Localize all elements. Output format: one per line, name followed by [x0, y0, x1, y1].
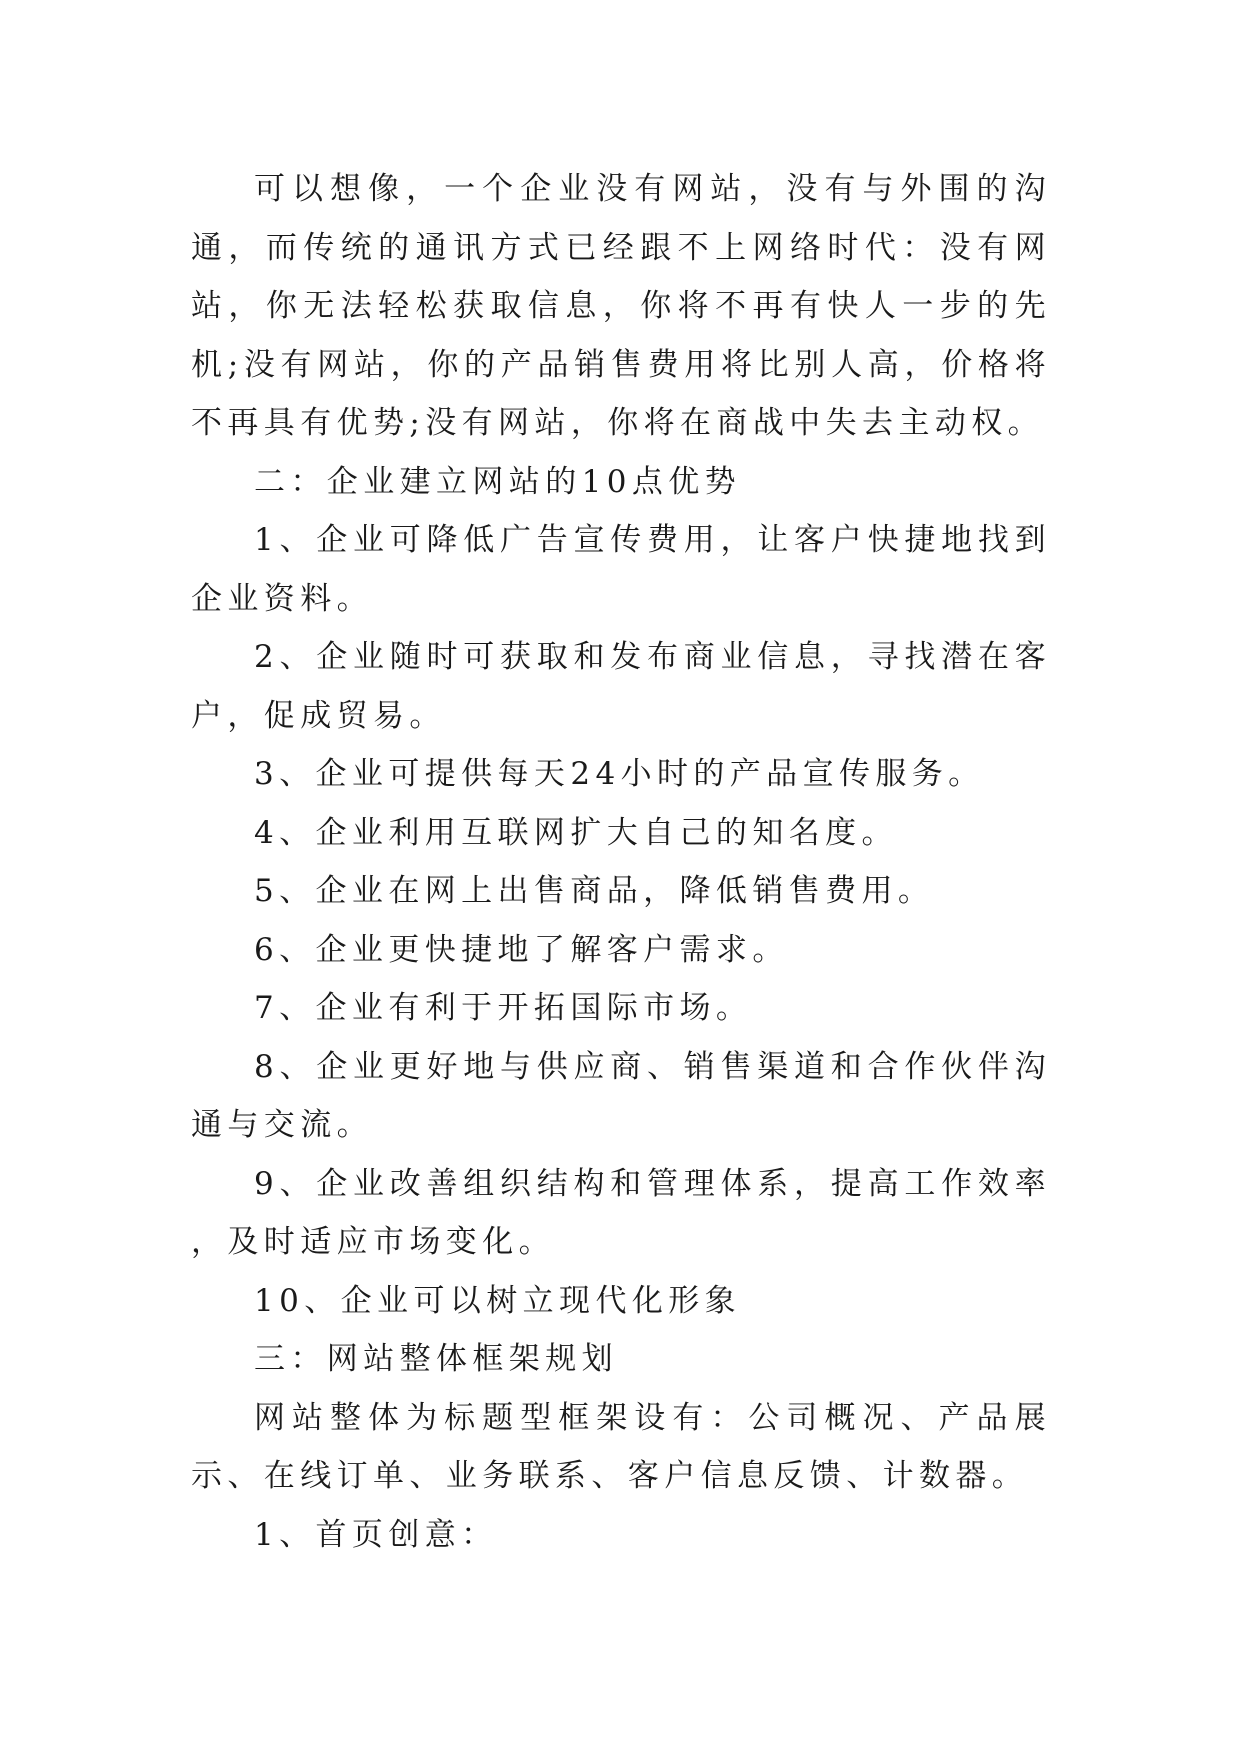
- section-heading-advantages: 二：企业建立网站的10点优势: [254, 463, 742, 500]
- advantage-item-6: 6、企业更快捷地了解客户需求。: [254, 931, 789, 968]
- advantage-item-3: 3、企业可提供每天24小时的产品宣传服务。: [254, 756, 985, 792]
- advantage-item-8: 8、企业更好地与供应商、销售渠道和合作伙伴沟通与交流。: [191, 1048, 1051, 1143]
- framework-paragraph: 网站整体为标题型框架设有：公司概况、产品展示、在线订单、业务联系、客户信息反馈、计数器。: [191, 1399, 1051, 1494]
- advantage-item-10: 10、企业可以树立现代化形象: [254, 1282, 742, 1319]
- advantage-item-9: 9、企业改善组织结构和管理体系，提高工作效率，及时适应市场变化。: [191, 1165, 1051, 1260]
- advantage-item-5: 5、企业在网上出售商品，降低销售费用。: [254, 873, 935, 909]
- intro-paragraph: 可以想像，一个企业没有网站，没有与外围的沟通，而传统的通讯方式已经跟不上网络时代：没有网站，你无法轻松获取信息，你将不再有快人一步的先机;没有网站，你的产品销售费用将比别人高，价格将不再具有优势;没有网站，你将在商战中失去主动权。: [191, 171, 1051, 441]
- advantage-item-4: 4、企业利用互联网扩大自己的知名度。: [254, 814, 898, 851]
- document-body: [191, 160, 1051, 1564]
- advantage-item-1: 1、企业可降低广告宣传费用，让客户快捷地找到企业资料。: [191, 522, 1051, 617]
- advantage-item-7: 7、企业有利于开拓国际市场。: [254, 990, 753, 1026]
- section-heading-framework: 三：网站整体框架规划: [254, 1341, 618, 1377]
- homepage-idea-item: 1、首页创意：: [254, 1516, 498, 1553]
- advantage-item-2: 2、企业随时可获取和发布商业信息，寻找潜在客户，促成贸易。: [191, 639, 1051, 734]
